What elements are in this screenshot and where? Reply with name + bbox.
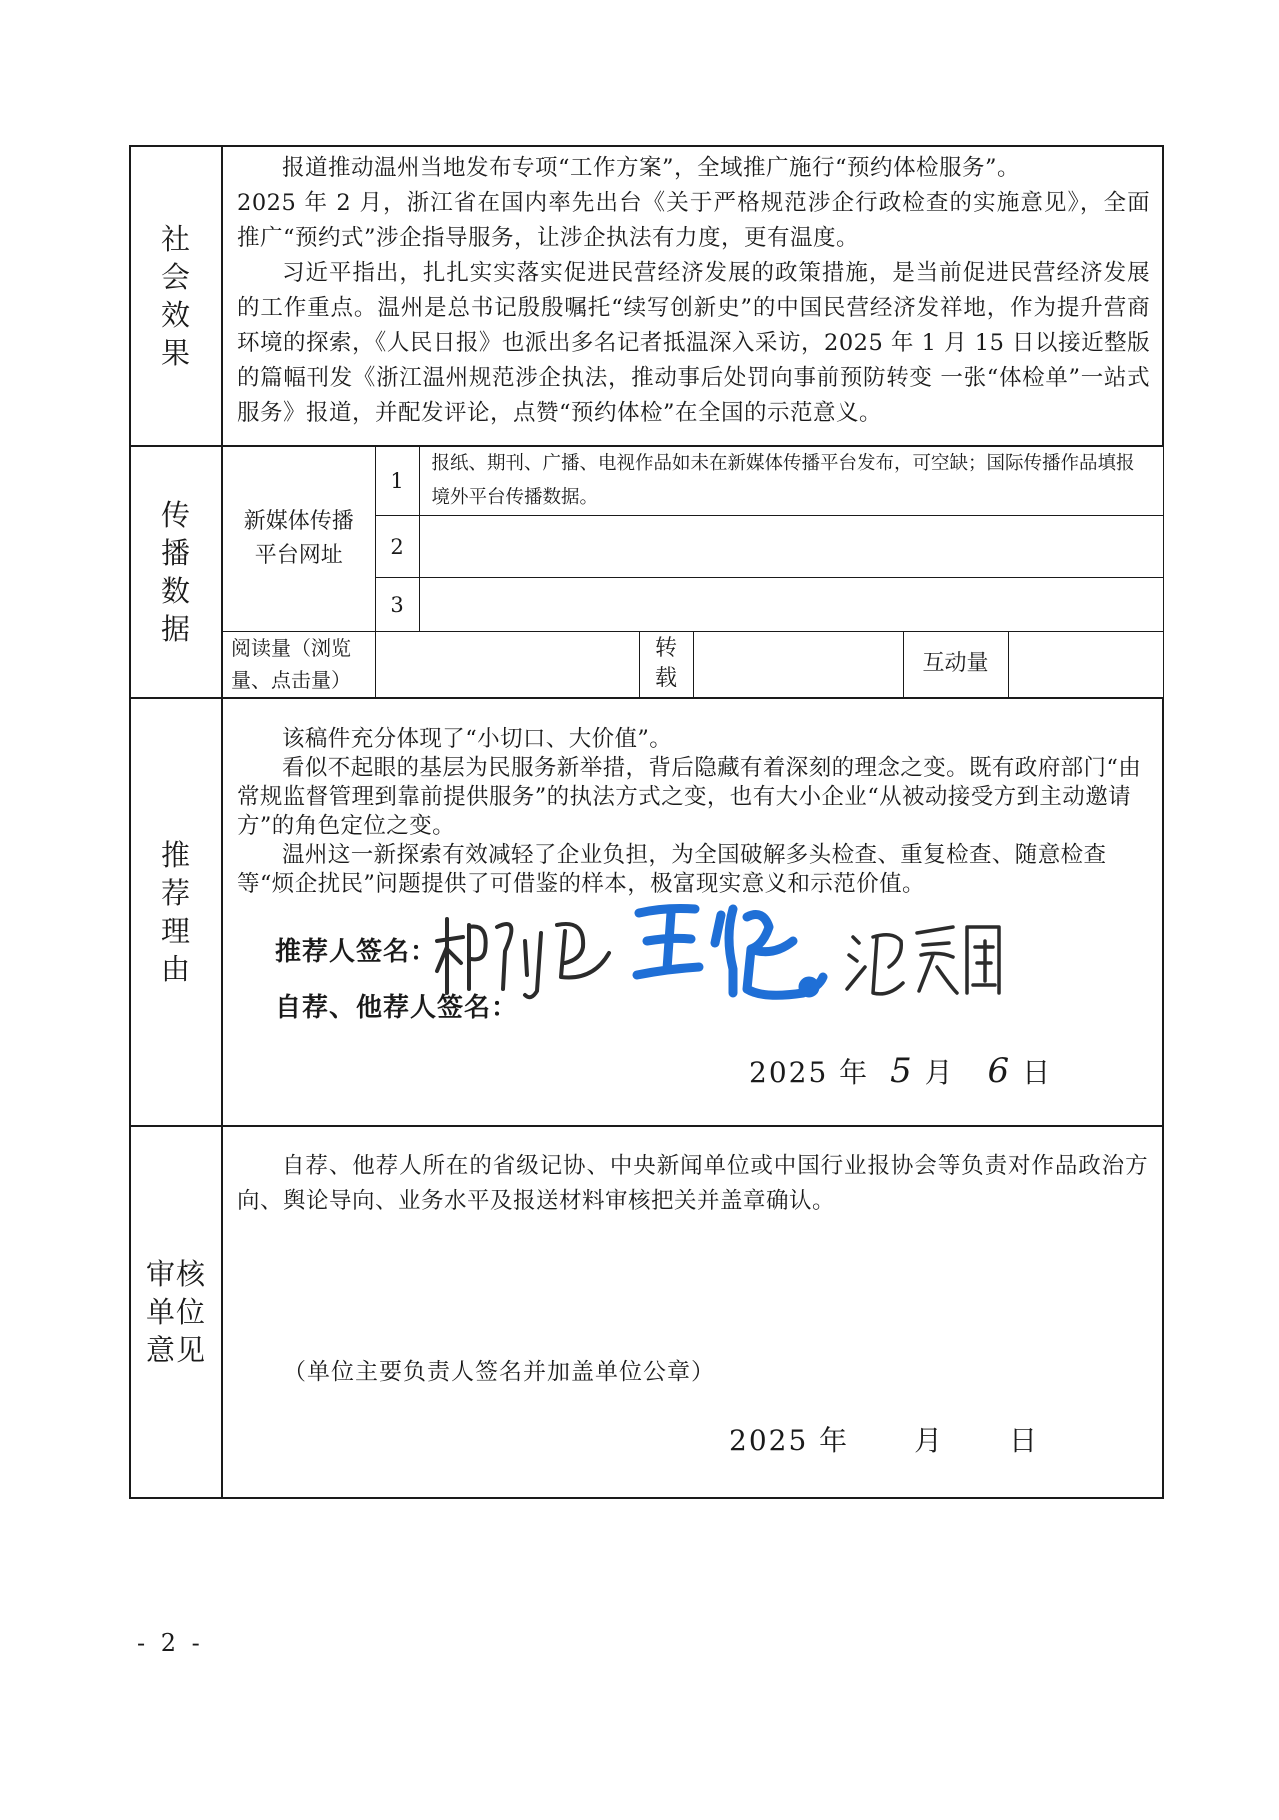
reposts-label: 转 载 bbox=[639, 632, 693, 698]
recommender-signature-label: 推荐人签名： bbox=[275, 936, 438, 967]
interactions-label: 互动量 bbox=[903, 632, 1008, 698]
reposts-value-field[interactable] bbox=[693, 632, 903, 698]
social-effect-paragraph: 报道推动温州当地发布专项“工作方案”，全域推广施行“预约体检服务”。 bbox=[282, 155, 1021, 181]
social-effect-paragraph: 习近平指出，扎扎实实落实促进民营经济发展的政策措施，是当前促进民营经济发展的工作重点。温州是总书记殷殷嘱托“续写创新史”的中国民营经济发祥地，作为提升营商环境的探索，《人民日报》也派出多名记者抵温深入采访，2025 年 1 月 15 日以接近整版的篇幅刊发《浙江温州规范涉企执法，推动事后处罚向事前预防转变 一张“体检单”一站式服务》报道，并配发评论，点赞“预约体检”在全国的示范意义。 bbox=[237, 260, 1151, 426]
recommendation-date bbox=[749, 1051, 1052, 1091]
recommendation-paragraph: 看似不起眼的基层为民服务新举措，背后隐藏有着深刻的理念之变。既有政府部门“由常规监督管理到靠前提供服务”的执法方式之变，也有大小企业“从被动接受方到主动邀请方”的角色定位之变。 bbox=[237, 754, 1142, 839]
recommendation-content bbox=[222, 698, 1163, 1126]
dissemination-label: 传 播 数 据 bbox=[130, 446, 222, 698]
social-effect-label: 社 会 效 果 bbox=[130, 146, 222, 446]
date-year: 2025 年 bbox=[749, 1055, 870, 1089]
date-day-unit: 日 bbox=[1022, 1055, 1053, 1089]
signature-shen bbox=[847, 927, 999, 994]
social-effect-row bbox=[130, 146, 1163, 446]
handwritten-signatures bbox=[433, 897, 1003, 1007]
review-date-month-unit: 月 bbox=[914, 1423, 945, 1457]
review-row bbox=[130, 1126, 1163, 1498]
review-date-year: 2025 年 bbox=[729, 1423, 850, 1457]
entry-form-table bbox=[129, 145, 1164, 1499]
signature-wang bbox=[637, 908, 823, 995]
date-day-handwritten: 6 bbox=[987, 1050, 1012, 1091]
review-content bbox=[222, 1126, 1163, 1498]
reads-label: 阅读量（浏览量、点击量） bbox=[222, 632, 375, 698]
recommendation-paragraph: 该稿件充分体现了“小切口、大价值”。 bbox=[282, 725, 673, 752]
social-effect-paragraph: 2025 年 2 月，浙江省在国内率先出台《关于严格规范涉企行政检查的实施意见》，全面推广“预约式”涉企指导服务，让涉企执法有力度，更有温度。 bbox=[237, 190, 1151, 251]
review-instruction: 自荐、他荐人所在的省级记协、中央新闻单位或中国行业报协会等负责对作品政治方向、舆论导向、业务水平及报送材料审核把关并盖章确认。 bbox=[237, 1152, 1149, 1214]
platform-row-number: 1 bbox=[375, 446, 419, 516]
review-stamp-note: （单位主要负责人签名并加盖单位公章） bbox=[283, 1358, 715, 1385]
dissemination-stats-row bbox=[130, 632, 1163, 698]
platform-url-field-3[interactable] bbox=[419, 578, 1163, 632]
social-effect-content bbox=[222, 146, 1163, 446]
interactions-value-field[interactable] bbox=[1008, 632, 1163, 698]
review-date-day-unit: 日 bbox=[1009, 1423, 1040, 1457]
self-recommender-signature-label: 自荐、他荐人签名： bbox=[275, 992, 519, 1023]
signature-liu bbox=[437, 919, 609, 997]
platform-url-field-1[interactable]: 报纸、期刊、广播、电视作品如未在新媒体传播平台发布，可空缺；国际传播作品填报境外平台传播数据。 bbox=[419, 446, 1163, 516]
reads-value-field[interactable] bbox=[375, 632, 639, 698]
review-date bbox=[729, 1419, 1039, 1459]
recommendation-row bbox=[130, 698, 1163, 1126]
recommendation-label: 推 荐 理 由 bbox=[130, 698, 222, 1126]
review-label: 审核 单位 意见 bbox=[130, 1126, 222, 1498]
date-month-handwritten: 5 bbox=[890, 1050, 914, 1091]
page-number: - 2 - bbox=[137, 1629, 204, 1657]
dissemination-row-1 bbox=[130, 446, 1163, 516]
platform-url-label: 新媒体传播平台网址 bbox=[222, 446, 375, 632]
platform-row-number: 2 bbox=[375, 516, 419, 578]
recommendation-text bbox=[223, 699, 1162, 899]
platform-row-number: 3 bbox=[375, 578, 419, 632]
recommendation-paragraph: 温州这一新探索有效减轻了企业负担，为全国破解多头检查、重复检查、随意检查等“烦企扰民”问题提供了可借鉴的样本，极富现实意义和示范价值。 bbox=[237, 841, 1107, 897]
date-month-unit: 月 bbox=[924, 1055, 955, 1089]
platform-url-field-2[interactable] bbox=[419, 516, 1163, 578]
